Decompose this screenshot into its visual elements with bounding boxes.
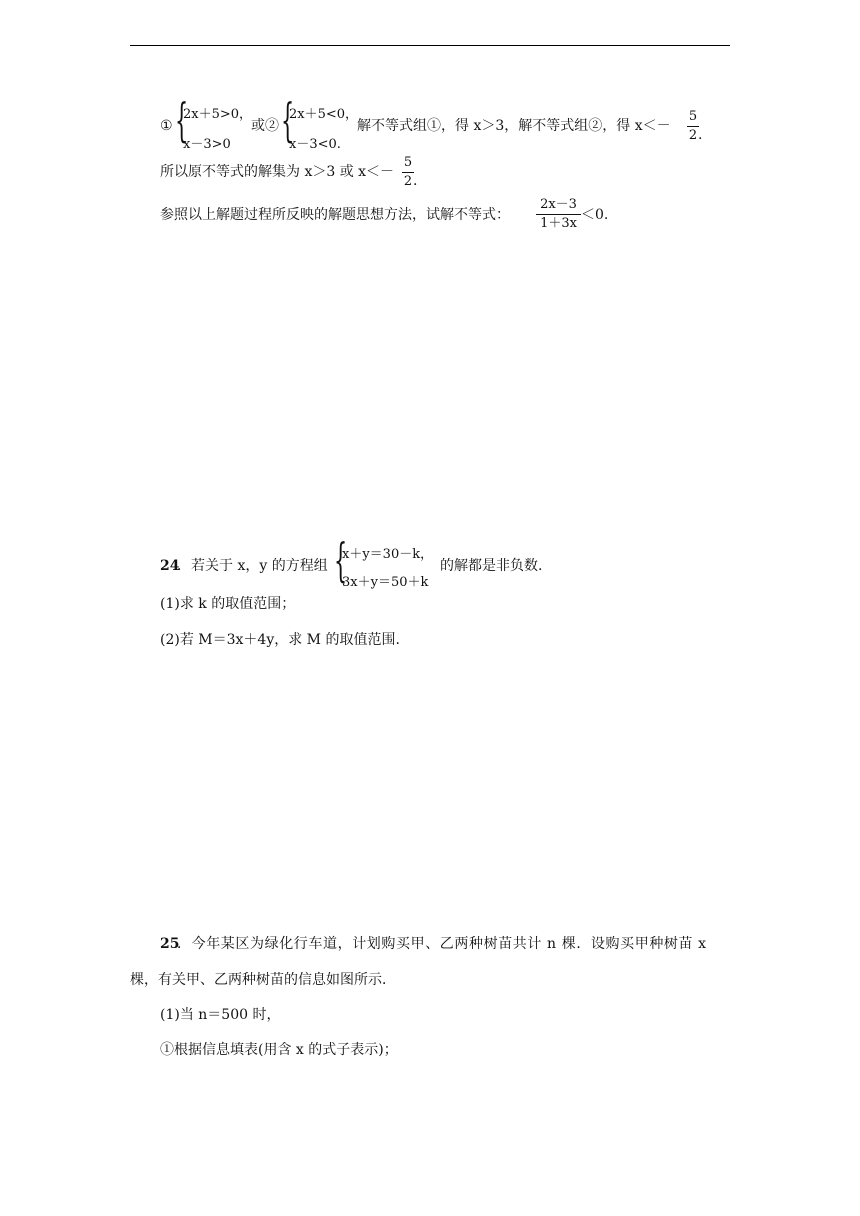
question-25-subpart-1: ①根据信息填表(用含 x 的式子表示)； — [160, 1042, 398, 1058]
inequality-fraction: 2x－3 1＋3x — [536, 198, 581, 231]
question-25-line-1: ．今年某区为绿化行车道，计划购买甲、乙两种树苗共计 n 棵．设购买甲种树苗 x — [177, 936, 707, 952]
question-24-tail: 的解都是非负数. — [440, 558, 543, 574]
less-than-zero: ＜0. — [581, 207, 609, 223]
fraction-5-2: 5 2 — [688, 109, 698, 143]
solution-set-text: 所以原不等式的解集为 x＞3 或 x＜－ — [160, 164, 395, 180]
question-25-part-1: (1)当 n＝500 时， — [160, 1007, 281, 1023]
header-rule — [130, 45, 730, 46]
solution-text-1: 解不等式组①，得 x＞3，解不等式组②，得 x＜－ — [357, 118, 671, 134]
system2-line1: 2x＋5<0， — [289, 107, 359, 122]
question-25-line-2: 棵，有关甲、乙两种树苗的信息如图所示． — [130, 972, 396, 988]
system2-line2: x－3<0. — [289, 137, 341, 152]
left-brace-icon: { — [281, 93, 295, 147]
equation-2: 3x＋y＝50＋k — [342, 575, 429, 590]
or-label: 或② — [251, 118, 279, 134]
left-brace-icon: { — [334, 533, 348, 587]
period: . — [413, 173, 418, 189]
system1-line1: 2x＋5>0， — [183, 107, 253, 122]
question-24-part-2: (2)若 M＝3x＋4y，求 M 的取值范围. — [160, 632, 400, 648]
question-24-stem: ．若关于 x，y 的方程组 — [177, 558, 328, 574]
equation-1: x＋y＝30－k， — [342, 547, 434, 562]
question-24-part-1: (1)求 k 的取值范围； — [160, 596, 296, 612]
question-number-24: 24 — [160, 558, 180, 574]
question-number-25: 25 — [160, 936, 180, 952]
fraction-5-2: 5 2 — [403, 155, 413, 189]
left-brace-icon: { — [175, 93, 189, 147]
instruction-text: 参照以上解题过程所反映的解题思想方法，试解不等式： — [160, 207, 510, 223]
period: . — [698, 127, 703, 143]
circle-one-label: ① — [160, 118, 173, 134]
system1-line2: x－3>0 — [183, 137, 231, 152]
